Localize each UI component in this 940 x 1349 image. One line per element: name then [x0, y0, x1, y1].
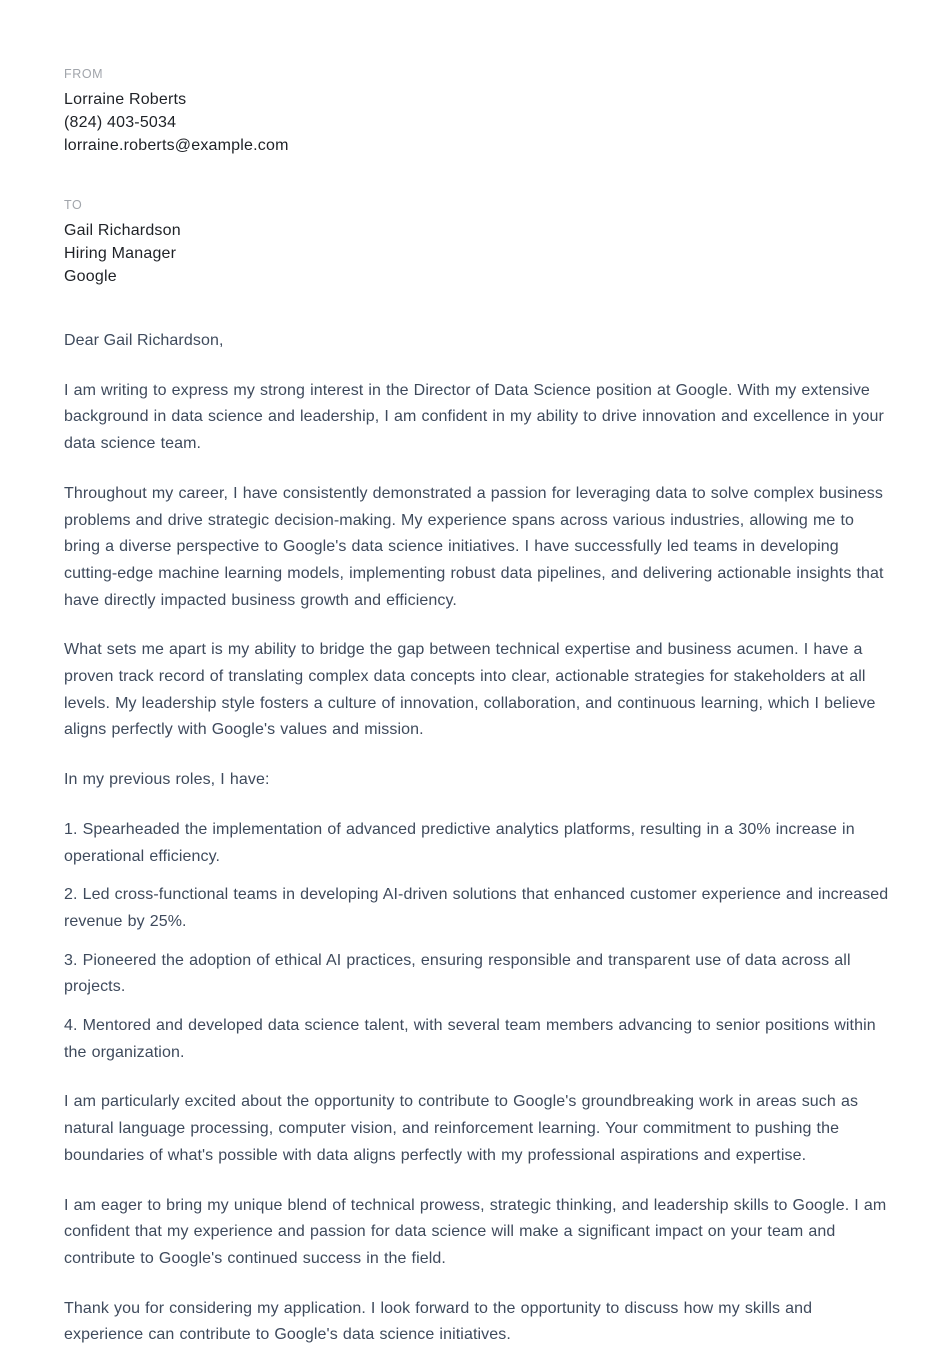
numbered-item-1: 1. Spearheaded the implementation of advanced predictive analytics platforms, resulting in a 30% increase in operational efficiency. [64, 820, 855, 865]
paragraph-intro: I am writing to express my strong interest in the Director of Data Science position at Google. With my extensive background in data science and leadership, I am confident in my ability to drive innovation and excellence in your data science team. [64, 381, 884, 453]
paragraph-list-intro: In my previous roles, I have: [64, 771, 270, 789]
sender-phone: (824) 403-5034 [64, 114, 177, 131]
salutation: Dear Gail Richardson, [64, 332, 224, 349]
paragraph-eagerness: I am eager to bring my unique blend of technical prowess, strategic thinking, and leadership skills to Google. I am confident that my experience and passion for data science will make a significant impact on your team and contribute to Google's continued success in the field. [64, 1196, 887, 1267]
paragraph-career: Throughout my career, I have consistently demonstrated a passion for leveraging data to solve complex business problems and drive strategic decision-making. My experience spans across various industries, allowing me to bring a diverse perspective to Google's data science initiatives. I have successfully led teams in developing cutting-edge machine learning models, implementing robust data pipelines, and delivering actionable insights that have directly impacted business growth and efficiency. [64, 484, 884, 609]
numbered-item-3: 3. Pioneered the adoption of ethical AI practices, ensuring responsible and transparent use of data across all projects. [64, 951, 851, 996]
recipient-name: Gail Richardson [64, 222, 181, 239]
recipient-title: Hiring Manager [64, 245, 177, 262]
numbered-item-4: 4. Mentored and developed data science talent, with several team members advancing to senior positions within the organization. [64, 1017, 876, 1061]
paragraph-strengths: What sets me apart is my ability to bridge the gap between technical expertise and business acumen. I have a proven track record of translating complex data concepts into clear, actionable strategies for stakeholders at all levels. My leadership style fosters a culture of innovation, collaboration, and continuous learning, which I believe aligns perfectly with Google's values and mission. [64, 641, 876, 739]
sender-name: Lorraine Roberts [64, 91, 187, 108]
recipient-label: TO [64, 198, 83, 212]
paragraph-excitement: I am particularly excited about the opportunity to contribute to Google's groundbreaking work in areas such as natural language processing, computer vision, and reinforcement learning. Your commitment to pushing the boundaries of what's possible with data aligns perfectly with my professional aspirations and expertise. [64, 1093, 859, 1164]
recipient-block [64, 197, 894, 288]
sender-label: FROM [64, 67, 104, 81]
numbered-item-2: 2. Led cross-functional teams in developing AI-driven solutions that enhanced customer experience and increased revenue by 25%. [64, 886, 889, 930]
sender-email: lorraine.roberts@example.com [64, 137, 289, 154]
sender-block [64, 66, 894, 157]
recipient-company: Google [64, 268, 117, 285]
paragraph-thanks: Thank you for considering my application. I look forward to the opportunity to discuss how my skills and experience can contribute to Google's data science initiatives. [64, 1299, 813, 1344]
